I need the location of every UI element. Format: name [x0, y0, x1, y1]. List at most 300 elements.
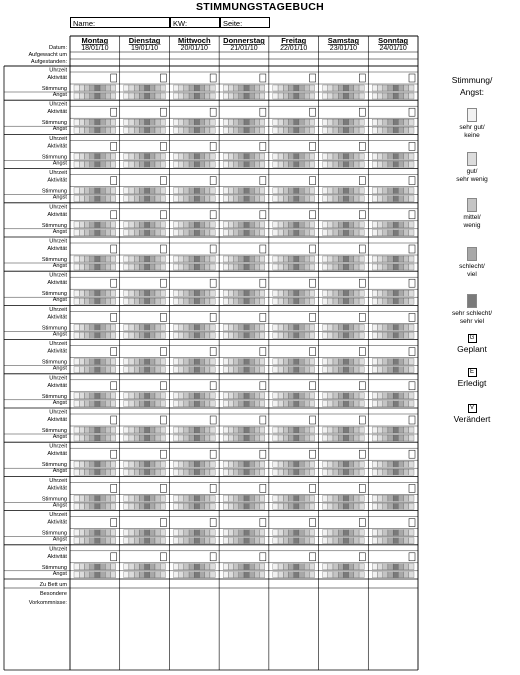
anxiety-rating-cell — [95, 196, 100, 202]
mood-rating-cell — [328, 85, 333, 91]
activity-status-box — [111, 519, 117, 527]
legend-status-planned — [424, 334, 520, 354]
anxiety-rating-cell — [249, 332, 254, 338]
activity-status-box — [210, 177, 216, 185]
anxiety-rating-cell — [383, 127, 388, 133]
mood-label: Stimmung — [41, 496, 67, 503]
anxiety-rating-cell — [254, 503, 259, 509]
mood-rating-cell — [200, 119, 205, 125]
mood-rating-cell — [289, 359, 294, 365]
mood-rating-cell — [273, 564, 278, 570]
anxiety-rating-cell — [189, 127, 194, 133]
anxiety-rating-cell — [294, 264, 299, 270]
anxiety-label: Angst — [52, 399, 67, 406]
mood-rating-cell — [338, 393, 343, 399]
mood-rating-cell — [155, 324, 160, 330]
anxiety-rating-cell — [260, 298, 265, 304]
activity-status-box — [111, 177, 117, 185]
mood-rating-cell — [173, 324, 178, 330]
anxiety-rating-cell — [309, 435, 314, 441]
anxiety-rating-cell — [210, 572, 215, 578]
anxiety-rating-cell — [304, 332, 309, 338]
activity-status-box — [160, 450, 166, 458]
mood-rating-cell — [359, 393, 364, 399]
anxiety-rating-cell — [155, 503, 160, 509]
mood-rating-cell — [189, 324, 194, 330]
mood-rating-cell — [254, 290, 259, 296]
anxiety-rating-cell — [304, 435, 309, 441]
anxiety-rating-cell — [260, 332, 265, 338]
anxiety-rating-cell — [160, 332, 165, 338]
mood-rating-cell — [228, 290, 233, 296]
mood-rating-cell — [283, 85, 288, 91]
anxiety-rating-cell — [134, 469, 139, 475]
mood-rating-cell — [155, 290, 160, 296]
mood-rating-cell — [333, 85, 338, 91]
anxiety-rating-cell — [139, 435, 144, 441]
anxiety-rating-cell — [74, 332, 79, 338]
anxiety-rating-cell — [205, 435, 210, 441]
anxiety-rating-cell — [179, 298, 184, 304]
mood-rating-cell — [343, 530, 348, 536]
mood-rating-cell — [409, 188, 414, 194]
anxiety-rating-cell — [145, 127, 150, 133]
mood-rating-cell — [349, 393, 354, 399]
anxiety-rating-cell — [372, 332, 377, 338]
activity-status-box — [260, 484, 266, 492]
week-field[interactable]: KW: — [170, 17, 220, 28]
mood-rating-cell — [409, 461, 414, 467]
anxiety-rating-cell — [74, 572, 79, 578]
anxiety-rating-cell — [323, 298, 328, 304]
mood-rating-cell — [100, 324, 105, 330]
mood-rating-cell — [234, 119, 239, 125]
anxiety-rating-cell — [200, 264, 205, 270]
mood-rating-cell — [333, 256, 338, 262]
mood-rating-cell — [294, 530, 299, 536]
anxiety-rating-cell — [205, 93, 210, 99]
mood-rating-cell — [205, 461, 210, 467]
anxiety-rating-cell — [383, 401, 388, 407]
mood-rating-cell — [79, 290, 84, 296]
mood-rating-cell — [260, 427, 265, 433]
anxiety-rating-cell — [349, 264, 354, 270]
anxiety-rating-cell — [150, 435, 155, 441]
anxiety-rating-cell — [234, 332, 239, 338]
mood-rating-cell — [244, 359, 249, 365]
mood-rating-cell — [328, 393, 333, 399]
anxiety-rating-cell — [244, 230, 249, 236]
mood-rating-cell — [378, 188, 383, 194]
mood-rating-cell — [249, 188, 254, 194]
anxiety-rating-cell — [409, 435, 414, 441]
activity-status-box — [409, 211, 415, 219]
anxiety-rating-cell — [260, 161, 265, 167]
anxiety-rating-cell — [283, 264, 288, 270]
mood-rating-cell — [359, 461, 364, 467]
anxiety-rating-cell — [223, 469, 228, 475]
anxiety-rating-cell — [338, 572, 343, 578]
mood-rating-cell — [134, 461, 139, 467]
mood-rating-cell — [409, 119, 414, 125]
anxiety-rating-cell — [194, 264, 199, 270]
mood-rating-cell — [155, 564, 160, 570]
anxiety-rating-cell — [338, 332, 343, 338]
anxiety-rating-cell — [349, 538, 354, 544]
anxiety-rating-cell — [223, 367, 228, 373]
mood-rating-cell — [129, 324, 134, 330]
anxiety-rating-cell — [254, 161, 259, 167]
activity-label: Aktivität — [47, 485, 67, 492]
mood-rating-cell — [189, 359, 194, 365]
mood-rating-cell — [328, 153, 333, 159]
anxiety-rating-cell — [283, 401, 288, 407]
mood-rating-cell — [260, 359, 265, 365]
mood-rating-cell — [155, 85, 160, 91]
legend-scale-2 — [424, 198, 520, 230]
mood-rating-cell — [273, 427, 278, 433]
mood-rating-cell — [84, 530, 89, 536]
anxiety-rating-cell — [145, 469, 150, 475]
mood-rating-cell — [359, 564, 364, 570]
mood-rating-cell — [354, 119, 359, 125]
anxiety-rating-cell — [378, 264, 383, 270]
mood-rating-cell — [194, 393, 199, 399]
anxiety-rating-cell — [124, 367, 129, 373]
anxiety-rating-cell — [239, 196, 244, 202]
time-label: Uhrzeit — [49, 101, 67, 108]
mood-rating-cell — [254, 119, 259, 125]
mood-rating-cell — [124, 530, 129, 536]
mood-rating-cell — [289, 564, 294, 570]
mood-rating-cell — [309, 530, 314, 536]
anxiety-rating-cell — [304, 264, 309, 270]
mood-rating-cell — [273, 153, 278, 159]
anxiety-rating-cell — [404, 298, 409, 304]
mood-rating-cell — [173, 530, 178, 536]
anxiety-rating-cell — [223, 401, 228, 407]
mood-rating-cell — [278, 359, 283, 365]
anxiety-rating-cell — [223, 503, 228, 509]
mood-rating-cell — [338, 495, 343, 501]
mood-rating-cell — [79, 324, 84, 330]
anxiety-rating-cell — [378, 401, 383, 407]
mood-label: Stimmung — [41, 188, 67, 195]
mood-rating-cell — [388, 153, 393, 159]
anxiety-rating-cell — [228, 196, 233, 202]
mood-rating-cell — [244, 290, 249, 296]
activity-status-box — [359, 74, 365, 82]
mood-rating-cell — [173, 153, 178, 159]
mood-rating-cell — [244, 119, 249, 125]
anxiety-rating-cell — [278, 161, 283, 167]
mood-rating-cell — [111, 495, 116, 501]
time-label: Uhrzeit — [49, 204, 67, 211]
anxiety-rating-cell — [200, 503, 205, 509]
activity-status-box — [409, 177, 415, 185]
anxiety-rating-cell — [383, 503, 388, 509]
mood-rating-cell — [409, 85, 414, 91]
mood-rating-cell — [210, 427, 215, 433]
mood-rating-cell — [139, 256, 144, 262]
anxiety-rating-cell — [260, 503, 265, 509]
mood-rating-cell — [244, 427, 249, 433]
mood-rating-cell — [124, 359, 129, 365]
time-label: Uhrzeit — [49, 443, 67, 450]
mood-rating-cell — [155, 359, 160, 365]
time-label: Uhrzeit — [49, 512, 67, 519]
anxiety-rating-cell — [244, 196, 249, 202]
anxiety-rating-cell — [273, 401, 278, 407]
anxiety-rating-cell — [254, 93, 259, 99]
anxiety-rating-cell — [359, 332, 364, 338]
mood-rating-cell — [79, 256, 84, 262]
anxiety-rating-cell — [343, 196, 348, 202]
mood-rating-cell — [95, 222, 100, 228]
mood-rating-cell — [328, 461, 333, 467]
anxiety-rating-cell — [294, 161, 299, 167]
anxiety-rating-cell — [145, 435, 150, 441]
anxiety-rating-cell — [200, 230, 205, 236]
anxiety-rating-cell — [244, 298, 249, 304]
anxiety-rating-cell — [210, 503, 215, 509]
mood-rating-cell — [179, 290, 184, 296]
mood-rating-cell — [124, 324, 129, 330]
anxiety-rating-cell — [194, 367, 199, 373]
mood-rating-cell — [189, 427, 194, 433]
anxiety-rating-cell — [359, 196, 364, 202]
mood-rating-cell — [343, 85, 348, 91]
mood-rating-cell — [228, 393, 233, 399]
mood-rating-cell — [333, 153, 338, 159]
mood-rating-cell — [155, 495, 160, 501]
anxiety-rating-cell — [309, 196, 314, 202]
mood-rating-cell — [333, 530, 338, 536]
activity-status-box — [260, 382, 266, 390]
activity-status-box — [260, 108, 266, 116]
mood-rating-cell — [304, 85, 309, 91]
mood-rating-cell — [234, 564, 239, 570]
anxiety-rating-cell — [90, 401, 95, 407]
anxiety-rating-cell — [398, 469, 403, 475]
mood-rating-cell — [273, 359, 278, 365]
anxiety-rating-cell — [398, 572, 403, 578]
anxiety-rating-cell — [95, 127, 100, 133]
mood-rating-cell — [309, 427, 314, 433]
mood-rating-cell — [160, 324, 165, 330]
mood-rating-cell — [328, 119, 333, 125]
activity-status-box — [310, 313, 316, 321]
anxiety-rating-cell — [228, 503, 233, 509]
mood-rating-cell — [299, 427, 304, 433]
activity-label: Aktivität — [47, 109, 67, 116]
mood-rating-cell — [145, 256, 150, 262]
mood-rating-cell — [299, 495, 304, 501]
mood-rating-cell — [378, 290, 383, 296]
activity-label: Aktivität — [47, 143, 67, 150]
mood-rating-cell — [79, 222, 84, 228]
activity-label: Aktivität — [47, 314, 67, 321]
mood-rating-cell — [338, 530, 343, 536]
anxiety-rating-cell — [383, 161, 388, 167]
day-name: Donnerstag — [223, 36, 265, 45]
mood-rating-cell — [388, 564, 393, 570]
activity-status-box — [359, 177, 365, 185]
anxiety-rating-cell — [260, 401, 265, 407]
mood-rating-cell — [354, 393, 359, 399]
activity-status-box — [310, 108, 316, 116]
anxiety-rating-cell — [84, 264, 89, 270]
mood-rating-cell — [194, 324, 199, 330]
mood-rating-cell — [354, 153, 359, 159]
mood-rating-cell — [184, 188, 189, 194]
mood-rating-cell — [74, 153, 79, 159]
anxiety-label: Angst — [52, 365, 67, 372]
anxiety-rating-cell — [111, 230, 116, 236]
mood-rating-cell — [239, 393, 244, 399]
anxiety-rating-cell — [388, 503, 393, 509]
mood-rating-cell — [239, 461, 244, 467]
anxiety-rating-cell — [200, 401, 205, 407]
activity-status-box — [409, 245, 415, 253]
legend-title-line1: Stimmung/ — [451, 75, 493, 85]
anxiety-rating-cell — [309, 469, 314, 475]
mood-rating-cell — [160, 564, 165, 570]
activity-status-box — [160, 519, 166, 527]
mood-rating-cell — [145, 495, 150, 501]
mood-rating-cell — [328, 359, 333, 365]
page-field[interactable]: Seite: — [220, 17, 270, 28]
mood-rating-cell — [289, 495, 294, 501]
anxiety-rating-cell — [155, 264, 160, 270]
mood-rating-cell — [249, 222, 254, 228]
mood-rating-cell — [333, 188, 338, 194]
anxiety-rating-cell — [134, 161, 139, 167]
mood-rating-cell — [184, 359, 189, 365]
mood-rating-cell — [323, 290, 328, 296]
anxiety-rating-cell — [254, 367, 259, 373]
anxiety-rating-cell — [179, 503, 184, 509]
mood-rating-cell — [260, 188, 265, 194]
mood-rating-cell — [372, 153, 377, 159]
day-name: Samstag — [327, 36, 360, 45]
anxiety-rating-cell — [338, 93, 343, 99]
name-field[interactable]: Name: — [70, 17, 170, 28]
anxiety-rating-cell — [111, 332, 116, 338]
mood-rating-cell — [388, 393, 393, 399]
mood-rating-cell — [210, 461, 215, 467]
anxiety-rating-cell — [378, 572, 383, 578]
anxiety-rating-cell — [359, 93, 364, 99]
anxiety-rating-cell — [90, 332, 95, 338]
mood-rating-cell — [124, 256, 129, 262]
anxiety-rating-cell — [124, 401, 129, 407]
mood-rating-cell — [90, 85, 95, 91]
mood-rating-cell — [299, 119, 304, 125]
mood-rating-cell — [393, 359, 398, 365]
mood-rating-cell — [260, 564, 265, 570]
anxiety-rating-cell — [289, 264, 294, 270]
mood-rating-cell — [328, 222, 333, 228]
mood-rating-cell — [234, 324, 239, 330]
mood-rating-cell — [299, 290, 304, 296]
anxiety-rating-cell — [299, 298, 304, 304]
day-date: 23/01/10 — [329, 45, 358, 52]
anxiety-rating-cell — [289, 538, 294, 544]
mood-rating-cell — [179, 256, 184, 262]
anxiety-rating-cell — [228, 572, 233, 578]
anxiety-rating-cell — [393, 469, 398, 475]
mood-rating-cell — [309, 324, 314, 330]
anxiety-rating-cell — [194, 401, 199, 407]
mood-rating-cell — [223, 290, 228, 296]
mood-rating-cell — [393, 530, 398, 536]
mood-rating-cell — [249, 359, 254, 365]
mood-rating-cell — [239, 495, 244, 501]
mood-rating-cell — [79, 461, 84, 467]
anxiety-rating-cell — [160, 538, 165, 544]
anxiety-rating-cell — [145, 367, 150, 373]
mood-rating-cell — [244, 324, 249, 330]
anxiety-rating-cell — [283, 572, 288, 578]
mood-rating-cell — [393, 393, 398, 399]
mood-rating-cell — [359, 530, 364, 536]
mood-rating-cell — [189, 461, 194, 467]
anxiety-rating-cell — [273, 93, 278, 99]
anxiety-rating-cell — [299, 538, 304, 544]
mood-rating-cell — [244, 153, 249, 159]
mood-rating-cell — [404, 324, 409, 330]
anxiety-rating-cell — [239, 230, 244, 236]
anxiety-rating-cell — [189, 435, 194, 441]
page-title: STIMMUNGSTAGEBUCH — [196, 1, 324, 13]
activity-status-box — [260, 279, 266, 287]
mood-label: Stimmung — [41, 564, 67, 571]
anxiety-rating-cell — [150, 127, 155, 133]
anxiety-rating-cell — [205, 367, 210, 373]
activity-status-box — [310, 484, 316, 492]
anxiety-rating-cell — [393, 435, 398, 441]
mood-rating-cell — [210, 495, 215, 501]
mood-rating-cell — [139, 495, 144, 501]
anxiety-rating-cell — [249, 469, 254, 475]
mood-rating-cell — [254, 461, 259, 467]
anxiety-rating-cell — [184, 367, 189, 373]
mood-rating-cell — [244, 256, 249, 262]
anxiety-label: Angst — [52, 570, 67, 577]
mood-rating-cell — [100, 427, 105, 433]
anxiety-rating-cell — [254, 401, 259, 407]
anxiety-rating-cell — [234, 196, 239, 202]
mood-rating-cell — [289, 85, 294, 91]
mood-rating-cell — [200, 153, 205, 159]
anxiety-rating-cell — [150, 538, 155, 544]
anxiety-rating-cell — [383, 230, 388, 236]
anxiety-rating-cell — [84, 161, 89, 167]
anxiety-rating-cell — [398, 196, 403, 202]
mood-label: Stimmung — [41, 428, 67, 434]
to-bed-label: Zu Bett um — [39, 582, 67, 588]
anxiety-rating-cell — [343, 401, 348, 407]
mood-rating-cell — [179, 461, 184, 467]
mood-rating-cell — [100, 85, 105, 91]
anxiety-rating-cell — [74, 298, 79, 304]
anxiety-rating-cell — [205, 127, 210, 133]
mood-rating-cell — [100, 153, 105, 159]
anxiety-rating-cell — [354, 127, 359, 133]
anxiety-rating-cell — [84, 503, 89, 509]
mood-rating-cell — [228, 530, 233, 536]
